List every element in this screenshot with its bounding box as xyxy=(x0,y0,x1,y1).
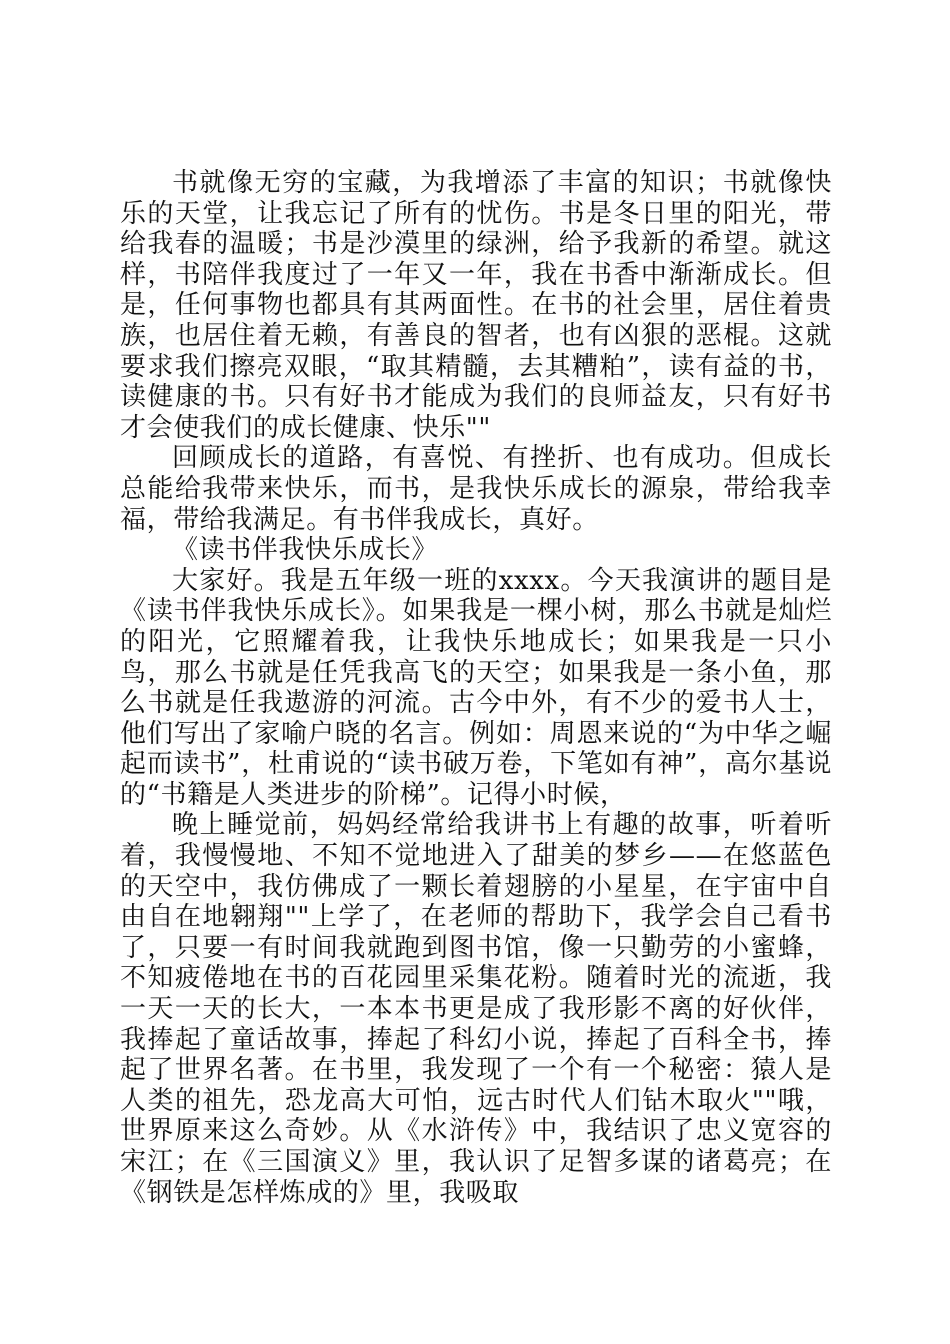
document-body xyxy=(120,168,832,1208)
paragraph-2: 回顾成长的道路，有喜悦、有挫折、也有成功。但成长总能给我带来快乐，而书，是我快乐成长的源泉，带给我幸福，带给我满足。有书伴我成长，真好。 xyxy=(120,443,832,535)
section-title: 《读书伴我快乐成长》 xyxy=(172,535,439,566)
paragraph-3: 大家好。我是五年级一班的xxxx。今天我演讲的题目是《读书伴我快乐成长》。如果我是一棵小树，那么书就是灿烂的阳光，它照耀着我，让我快乐地成长；如果我是一只小鸟，那么书就是任凭我高飞的天空；如果我是一条小鱼，那么书就是任我遨游的河流。古今中外，有不少的爱书人士，他们写出了家喻户晓的名言。例如：周恩来说的“为中华之崛起而读书”，杜甫说的“读书破万卷，下笔如有神”，高尔基说的“书籍是人类进步的阶梯”。记得小时候， xyxy=(120,565,832,810)
paragraph-4: 晚上睡觉前，妈妈经常给我讲书上有趣的故事，听着听着，我慢慢地、不知不觉地进入了甜美的梦乡——在悠蓝色的天空中，我仿佛成了一颗长着翅膀的小星星，在宇宙中自由自在地翱翔""上学了，在老师的帮助下，我学会自己看书了，只要一有时间我就跑到图书馆，像一只勤劳的小蜜蜂，不知疲倦地在书的百花园里采集花粉。随着时光的流逝，我一天一天的长大，一本本书更是成了我形影不离的好伙伴，我捧起了童话故事，捧起了科幻小说，捧起了百科全书，捧起了世界名著。在书里，我发现了一个有一个秘密：猿人是人类的祖先，恐龙高大可怕，远古时代人们钻木取火""哦，世界原来这么奇妙。从《水浒传》中，我结识了忠义宽容的宋江；在《三国演义》里，我认识了足智多谋的诸葛亮；在《钢铁是怎样炼成的》里，我吸取 xyxy=(120,810,832,1208)
paragraph-1: 书就像无穷的宝藏，为我增添了丰富的知识；书就像快乐的天堂，让我忘记了所有的忧伤。书是冬日里的阳光，带给我春的温暖；书是沙漠里的绿洲，给予我新的希望。就这样，书陪伴我度过了一年又一年，我在书香中渐渐成长。但是，任何事物也都具有其两面性。在书的社会里，居住着贵族，也居住着无赖，有善良的智者，也有凶狠的恶棍。这就要求我们擦亮双眼，“取其精髓，去其糟粕”，读有益的书，读健康的书。只有好书才能成为我们的良师益友，只有好书才会使我们的成长健康、快乐"" xyxy=(120,168,832,443)
